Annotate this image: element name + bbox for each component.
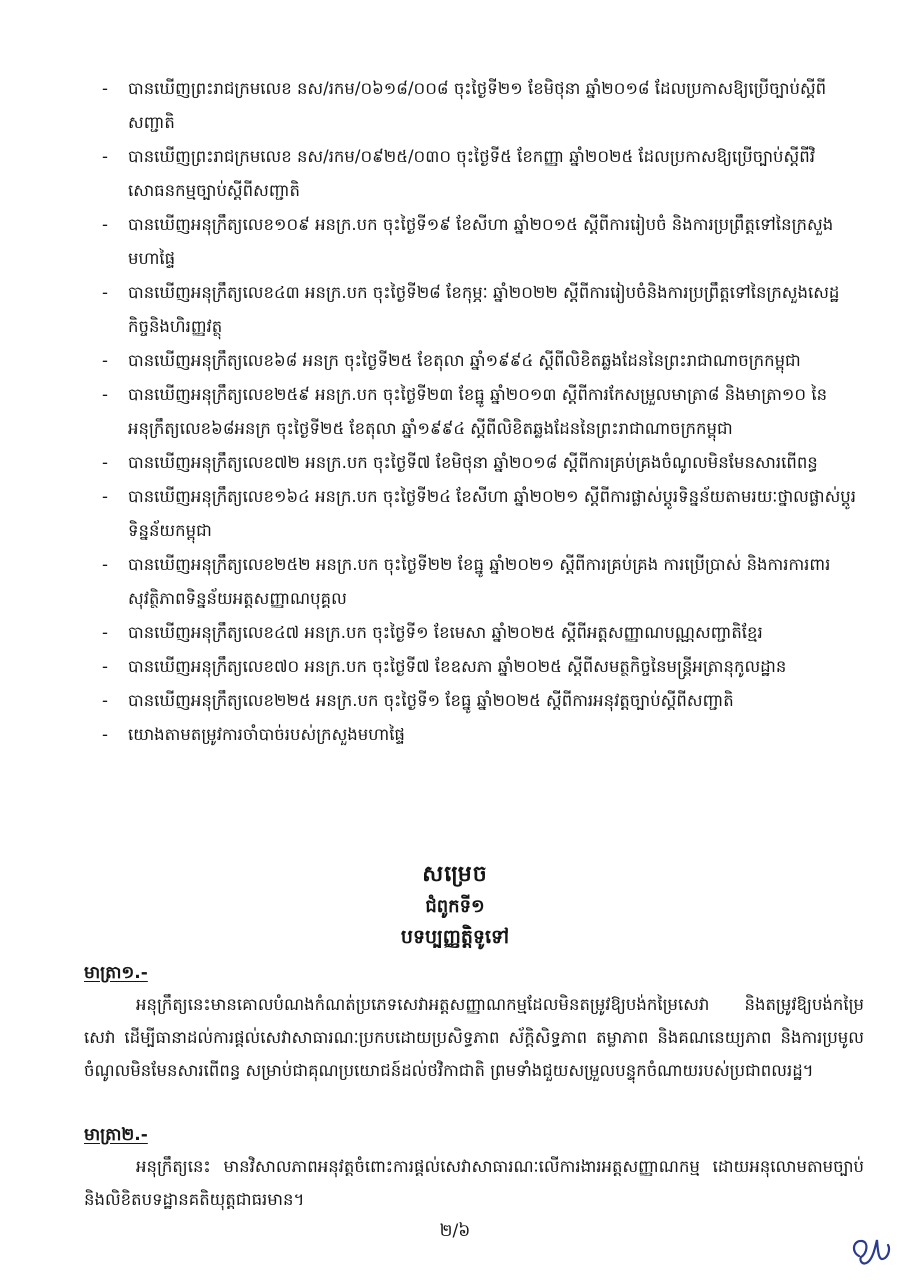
- consideration-item: [100, 616, 860, 650]
- bullet-dash: -: [102, 385, 108, 404]
- consideration-item: [100, 718, 860, 752]
- bullet-dash: -: [102, 453, 108, 472]
- article-heading: មាត្រា២.-: [84, 1125, 148, 1145]
- consideration-item: [100, 72, 860, 140]
- bullet-dash: -: [102, 657, 108, 676]
- bullet-dash: -: [102, 725, 108, 744]
- consideration-text: បានឃើញព្រះរាជក្រមលេខ នស/រកម/០៦១៨/០០៨ ចុះថ្ងៃទី២១ ខែមិថុនា ឆ្នាំ២០១៨ ដែលប្រកាសឱ្យប្រើច្បាប់ស្តីពីសញ្ជាតិ: [128, 79, 827, 132]
- decision-block: [0, 858, 910, 952]
- consideration-text: បានឃើញអនុក្រឹត្យលេខ៧២ អនក្រ.បក ចុះថ្ងៃទី៧ ខែមិថុនា ឆ្នាំ២០១៨ ស្តីពីការគ្រប់គ្រងចំណូលមិនមែនសារពើពន្ធ: [128, 453, 818, 472]
- consideration-text: បានឃើញអនុក្រឹត្យលេខ៦៨ អនក្រ ចុះថ្ងៃទី២៥ ខែតុលា ឆ្នាំ១៩៩៤ ស្តីពីលិខិតឆ្លងដែននៃព្រះរាជាណាចក្រកម្ពុជា: [128, 351, 801, 370]
- consideration-item: [100, 446, 860, 480]
- bullet-dash: -: [102, 351, 108, 370]
- consideration-text: បានឃើញអនុក្រឹត្យលេខ៤៣ អនក្រ.បក ចុះថ្ងៃទី២៨ ខែកុម្ភៈ ឆ្នាំ២០២២ ស្តីពីការរៀបចំនិងការប្រព្រឹត្តទៅនៃក្រសួងសេដ្ឋកិច្ចនិងហិរញ្ញវត្ថុ: [128, 283, 840, 336]
- bullet-dash: -: [102, 487, 108, 506]
- article-body: អនុក្រឹត្យនេះមានគោលបំណងកំណត់ប្រភេទសេវាអត្តសញ្ញាណកម្មដែលមិនតម្រូវឱ្យបង់កម្រៃសេវា និងតម្រូវឱ្យបង់កម្រៃសេវា ដើម្បីធានាដល់ការផ្តល់សេវាសាធារណៈប្រកបដោយប្រសិទ្ធភាព ស័ក្តិសិទ្ធភាព តម្លាភាព និងគណនេយ្យភាព និងការប្រមូលចំណូលមិនមែនសារពើពន្ធ សម្រាប់ជាគុណប្រយោជន៍ដល់ថវិកាជាតិ ព្រមទាំងជួយសម្រួលបន្ទុកចំណាយរបស់ប្រជាពលរដ្ឋ។: [84, 995, 864, 1080]
- bullet-dash: -: [102, 623, 108, 642]
- consideration-text: យោងតាមតម្រូវការចាំបាច់របស់ក្រសួងមហាផ្ទៃ: [128, 725, 405, 744]
- bullet-dash: -: [102, 691, 108, 710]
- chapter-title: ជំពូកទី១: [425, 896, 485, 917]
- considerations-list: [100, 72, 860, 752]
- consideration-item: [100, 650, 860, 684]
- consideration-item: [100, 548, 860, 616]
- consideration-text: បានឃើញអនុក្រឹត្យលេខ២៥៩ អនក្រ.បក ចុះថ្ងៃទី២៣ ខែធ្នូ ឆ្នាំ២០១៣ ស្តីពីការកែសម្រួលមាត្រា៨ និងមាត្រា១០ នៃអនុក្រឹត្យលេខ៦៨អនក្រ ចុះថ្ងៃទី២៥ ខែតុលា ឆ្នាំ១៩៩៤ ស្តីពីលិខិតឆ្លងដែននៃព្រះរាជាណាចក្រកម្ពុជា: [128, 385, 828, 438]
- bullet-dash: -: [102, 147, 108, 166]
- article-heading: មាត្រា១.-: [84, 963, 148, 983]
- consideration-text: បានឃើញអនុក្រឹត្យលេខ១០៩ អនក្រ.បក ចុះថ្ងៃទី១៩ ខែសីហា ឆ្នាំ២០១៥ ស្តីពីការរៀបចំ និងការប្រព្រឹត្តទៅនៃក្រសួងមហាផ្ទៃ: [128, 215, 834, 268]
- chapter-subtitle: បទប្បញ្ញត្តិទូទៅ: [400, 926, 510, 948]
- consideration-item: [100, 378, 860, 446]
- consideration-text: បានឃើញអនុក្រឹត្យលេខ៧០ អនក្រ.បក ចុះថ្ងៃទី៧ ខែឧសភា ឆ្នាំ២០២៥ ស្តីពីសមត្ថកិច្ចនៃមន្ត្រីអត្រានុកូលដ្ឋាន: [128, 657, 787, 676]
- decision-title: សម្រេច: [422, 862, 488, 887]
- consideration-item: [100, 480, 860, 548]
- consideration-text: បានឃើញអនុក្រឹត្យលេខ៤៧ អនក្រ.បក ចុះថ្ងៃទី១ ខែមេសា ឆ្នាំ២០២៥ ស្តីពីអត្តសញ្ញាណបណ្ណសញ្ជាតិខ្មែរ: [128, 623, 763, 642]
- consideration-item: [100, 208, 860, 276]
- consideration-text: បានឃើញអនុក្រឹត្យលេខ១៦៤ អនក្រ.បក ចុះថ្ងៃទី២៤ ខែសីហា ឆ្នាំ២០២១ ស្តីពីការផ្លាស់ប្តូរទិន្នន័យតាមរយៈថ្នាលផ្លាស់ប្តូរទិន្នន័យកម្ពុជា: [128, 487, 857, 540]
- consideration-text: បានឃើញអនុក្រឹត្យលេខ២៥២ អនក្រ.បក ចុះថ្ងៃទី២២ ខែធ្នូ ឆ្នាំ២០២១ ស្តីពីការគ្រប់គ្រង ការប្រើប្រាស់ និងការការពារសុវត្ថិភាពទិន្នន័យអត្តសញ្ញាណបុគ្គល: [128, 555, 831, 608]
- consideration-item: [100, 344, 860, 378]
- article-body: អនុក្រឹត្យនេះ មានវិសាលភាពអនុវត្តចំពោះការផ្តល់សេវាសាធារណៈលើការងារអត្តសញ្ញាណកម្ម ដោយអនុលោមតាមច្បាប់ និងលិខិតបទដ្ឋានគតិយុត្តជាធរមាន។: [84, 1157, 864, 1209]
- bullet-dash: -: [102, 215, 108, 234]
- consideration-text: បានឃើញព្រះរាជក្រមលេខ នស/រកម/០៩២៥/០៣០ ចុះថ្ងៃទី៥ ខែកញ្ញា ឆ្នាំ២០២៥ ដែលប្រកាសឱ្យប្រើច្បាប់ស្តីពីវិសោធនកម្មច្បាប់ស្តីពីសញ្ជាតិ: [128, 147, 815, 200]
- consideration-item: [100, 684, 860, 718]
- consideration-item: [100, 276, 860, 344]
- article-2: [84, 1120, 864, 1216]
- consideration-item: [100, 140, 860, 208]
- bullet-dash: -: [102, 79, 108, 98]
- bullet-dash: -: [102, 283, 108, 302]
- bullet-dash: -: [102, 555, 108, 574]
- handwritten-mark: [845, 1228, 895, 1272]
- consideration-text: បានឃើញអនុក្រឹត្យលេខ២២៥ អនក្រ.បក ចុះថ្ងៃទី១ ខែធ្នូ ឆ្នាំ២០២៥ ស្តីពីការអនុវត្តច្បាប់ស្តីពីសញ្ជាតិ: [128, 691, 734, 710]
- article-1: [84, 958, 864, 1087]
- page-number: ២/៦: [439, 1221, 471, 1241]
